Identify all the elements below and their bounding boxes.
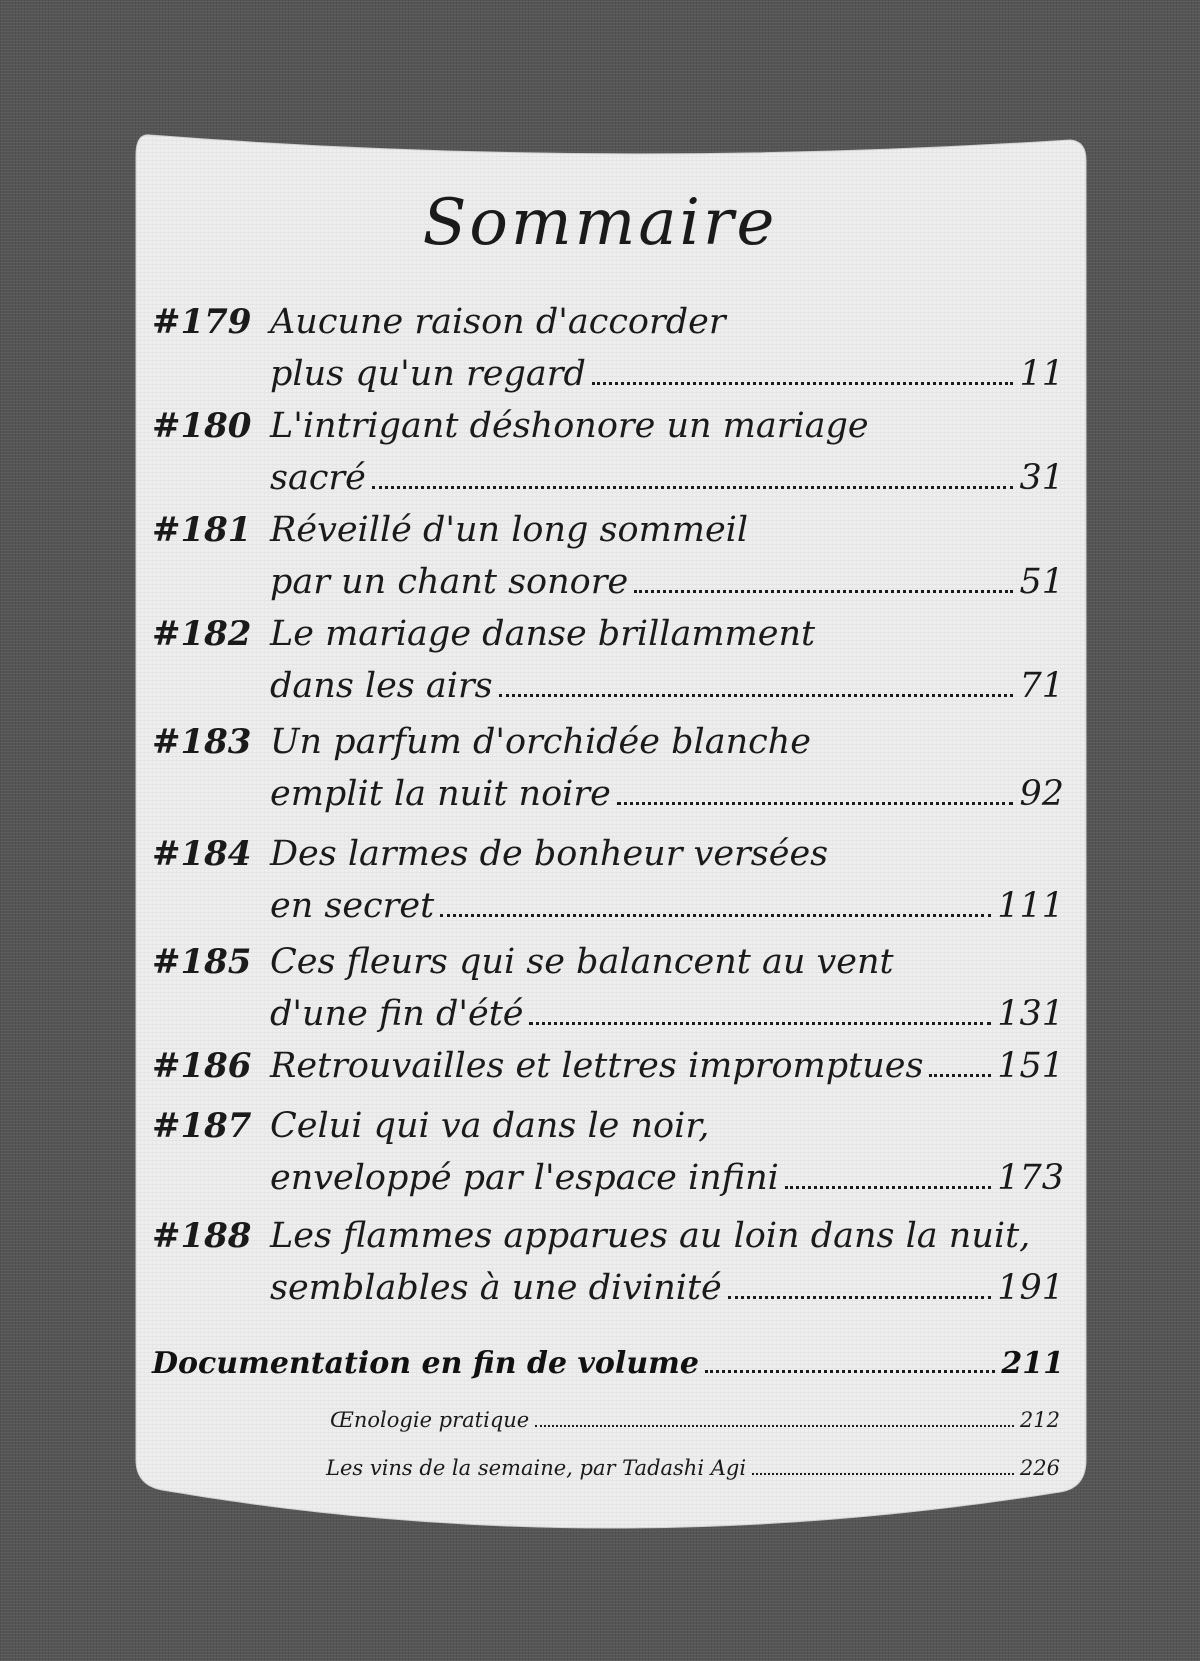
dot-leader xyxy=(929,1074,991,1077)
chapter-number: #185 xyxy=(152,942,252,982)
chapter-title-line2-row xyxy=(270,348,1064,400)
dot-leader xyxy=(785,1186,991,1189)
chapter-title-line1: Réveillé d'un long sommeil xyxy=(270,510,749,550)
chapter-number: #183 xyxy=(152,722,252,762)
dot-leader xyxy=(705,1370,995,1373)
page-title: Sommaire xyxy=(422,186,778,260)
page-number: 92 xyxy=(1019,774,1064,814)
dot-leader xyxy=(499,694,1014,697)
chapter-number: #188 xyxy=(152,1216,252,1256)
chapter-title-line1: Un parfum d'orchidée blanche xyxy=(270,722,811,762)
chapter-number: #187 xyxy=(152,1106,252,1146)
chapter-entry-182 xyxy=(152,608,1064,712)
chapter-title-line2-row xyxy=(270,768,1064,820)
page-number: 212 xyxy=(1019,1408,1060,1432)
chapter-entry-186 xyxy=(152,1040,1064,1092)
chapter-title-line2-row xyxy=(270,988,1064,1040)
subentry-label: Œnologie pratique xyxy=(330,1408,530,1432)
chapter-title-line2: semblables à une divinité xyxy=(270,1268,722,1308)
chapter-title-line2: dans les airs xyxy=(270,666,493,706)
dot-leader xyxy=(752,1473,1014,1475)
chapter-title-line2-row xyxy=(270,452,1064,504)
page-number: 151 xyxy=(997,1046,1064,1086)
chapter-title-line1: Les flammes apparues au loin dans la nuit, xyxy=(270,1216,1031,1256)
chapter-title-line1: Aucune raison d'accorder xyxy=(270,302,726,342)
chapter-entry-187 xyxy=(152,1100,1064,1204)
chapter-title-line2: par un chant sonore xyxy=(270,562,629,602)
chapter-title-line2: enveloppé par l'espace infini xyxy=(270,1158,779,1198)
subentry-label: Les vins de la semaine, par Tadashi Agi xyxy=(326,1456,747,1480)
chapter-title-line2: plus qu'un regard xyxy=(270,354,586,394)
chapter-number: #186 xyxy=(152,1046,252,1086)
chapter-title-line2: sacré xyxy=(270,458,366,498)
chapter-title-row xyxy=(270,1040,1064,1092)
chapter-number: #180 xyxy=(152,406,252,446)
documentation-entry xyxy=(152,1346,1064,1383)
dot-leader xyxy=(728,1296,991,1299)
chapter-entry-180 xyxy=(152,400,1064,504)
chapter-title-line2-row xyxy=(270,1262,1064,1314)
page-number: 71 xyxy=(1019,666,1064,706)
page-number: 191 xyxy=(997,1268,1064,1308)
chapter-number: #181 xyxy=(152,510,252,550)
chapter-entry-179 xyxy=(152,296,1064,400)
page-number: 173 xyxy=(997,1158,1064,1198)
chapter-title-line2-row xyxy=(270,1152,1064,1204)
page-number: 226 xyxy=(1019,1456,1060,1480)
chapter-entry-188 xyxy=(152,1210,1064,1314)
chapter-title-line1: L'intrigant déshonore un mariage xyxy=(270,406,869,446)
chapter-entry-181 xyxy=(152,504,1064,608)
chapter-title-line2-row xyxy=(270,660,1064,712)
chapter-number: #184 xyxy=(152,834,252,874)
page-number: 11 xyxy=(1019,354,1064,394)
page-number: 131 xyxy=(997,994,1064,1034)
chapter-title-line1: Le mariage danse brillamment xyxy=(270,614,816,654)
chapter-entry-184 xyxy=(152,828,1064,932)
chapter-title-line2: emplit la nuit noire xyxy=(270,774,611,814)
chapter-number: #179 xyxy=(152,302,252,342)
chapter-title-line1: Des larmes de bonheur versées xyxy=(270,834,829,874)
documentation-subentry-vins xyxy=(326,1456,1060,1481)
chapter-title-line1: Ces fleurs qui se balancent au vent xyxy=(270,942,894,982)
dot-leader xyxy=(535,1425,1014,1427)
chapter-title-line2-row xyxy=(270,880,1064,932)
dot-leader xyxy=(440,914,991,917)
dot-leader xyxy=(592,382,1014,385)
chapter-entry-185 xyxy=(152,936,1064,1040)
chapter-title-line1: Celui qui va dans le noir, xyxy=(270,1106,710,1146)
chapter-title-line2: en secret xyxy=(270,886,435,926)
chapter-title-line2: d'une fin d'été xyxy=(270,994,524,1034)
page-number: 211 xyxy=(1001,1346,1064,1381)
documentation-subentry-oenologie xyxy=(330,1408,1060,1433)
documentation-label: Documentation en fin de volume xyxy=(152,1346,699,1381)
page-number: 31 xyxy=(1019,458,1064,498)
page-number: 111 xyxy=(997,886,1064,926)
chapter-number: #182 xyxy=(152,614,252,654)
page-number: 51 xyxy=(1019,562,1064,602)
chapter-entry-183 xyxy=(152,716,1064,820)
dot-leader xyxy=(529,1022,991,1025)
chapter-title-line1: Retrouvailles et lettres impromptues xyxy=(270,1046,924,1086)
dot-leader xyxy=(372,486,1014,489)
dot-leader xyxy=(634,590,1013,593)
chapter-title-line2-row xyxy=(270,556,1064,608)
dot-leader xyxy=(617,802,1014,805)
